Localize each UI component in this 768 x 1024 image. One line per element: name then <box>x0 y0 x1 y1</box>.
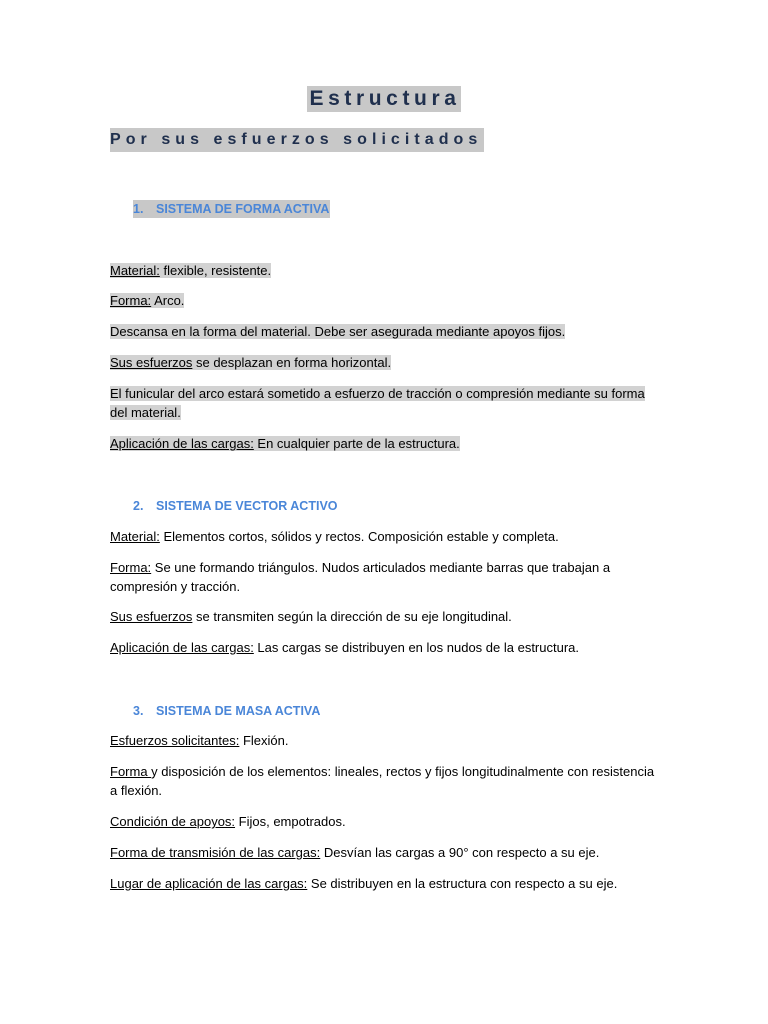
paragraph: Forma: Se une formando triángulos. Nudos articulados mediante barras que trabajan a compresión y tracción. <box>110 560 611 594</box>
document-title: Estructura <box>309 87 461 110</box>
paragraph: Forma y disposición de los elementos: lineales, rectos y fijos longitudinalmente con resistencia a flexión. <box>110 764 655 798</box>
paragraph: Descansa en la forma del material. Debe ser asegurada mediante apoyos fijos. <box>110 324 566 339</box>
paragraph: El funicular del arco estará sometido a esfuerzo de tracción o compresión mediante su forma del material. <box>110 386 645 420</box>
paragraph: Esfuerzos solicitantes: Flexión. <box>110 733 289 748</box>
section-heading-forma-activa: 1. SISTEMA DE FORMA ACTIVA <box>133 202 330 216</box>
paragraph: Condición de apoyos: Fijos, empotrados. <box>110 814 346 829</box>
paragraph: Forma: Arco. <box>110 293 185 308</box>
document-subtitle: Por sus esfuerzos solicitados <box>110 128 484 152</box>
section-heading-masa-activa: 3. SISTEMA DE MASA ACTIVA <box>133 704 321 718</box>
paragraph: Aplicación de las cargas: En cualquier parte de la estructura. <box>110 436 460 451</box>
paragraph: Sus esfuerzos se transmiten según la dirección de su eje longitudinal. <box>110 609 512 624</box>
paragraph: Aplicación de las cargas: Las cargas se distribuyen en los nudos de la estructura. <box>110 640 579 655</box>
paragraph: Material: Elementos cortos, sólidos y rectos. Composición estable y completa. <box>110 529 559 544</box>
paragraph: Material: flexible, resistente. <box>110 263 272 278</box>
paragraph: Lugar de aplicación de las cargas: Se distribuyen en la estructura con respecto a su eje. <box>110 876 618 891</box>
paragraph: Forma de transmisión de las cargas: Desvían las cargas a 90° con respecto a su eje. <box>110 845 600 860</box>
section-heading-vector-activo: 2. SISTEMA DE VECTOR ACTIVO <box>133 499 338 513</box>
paragraph: Sus esfuerzos se desplazan en forma horizontal. <box>110 355 392 370</box>
